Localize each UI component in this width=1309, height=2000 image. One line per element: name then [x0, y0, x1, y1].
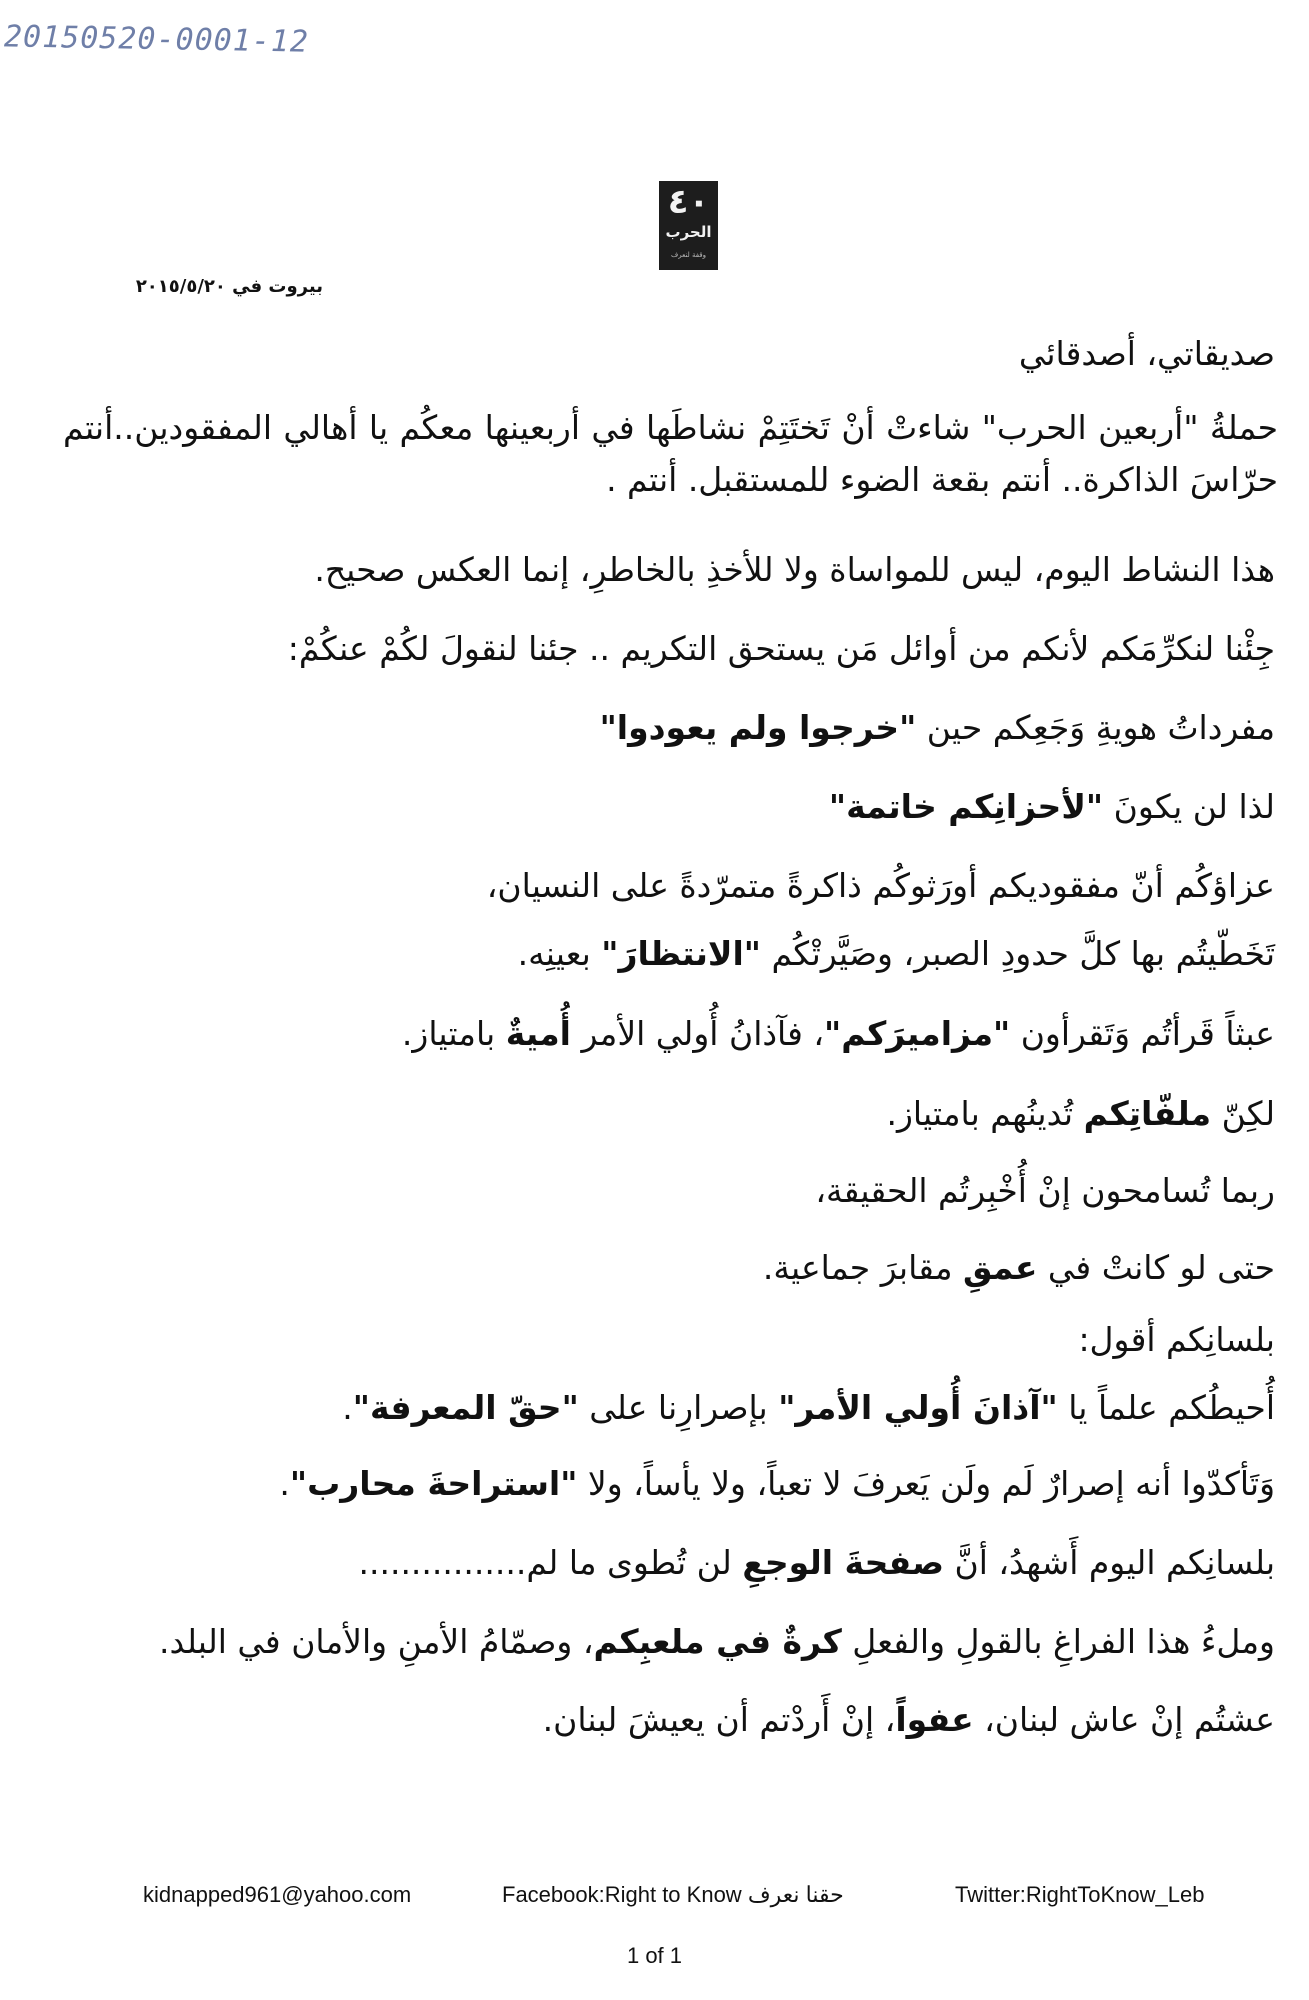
line-text: بعينِه.	[517, 934, 602, 973]
line-text: بلسانِكم اليوم أَشهدُ، أنَّ	[944, 1543, 1275, 1582]
footer-facebook-label: Facebook:Right to Know	[502, 1882, 742, 1907]
bold-phrase: "خرجوا ولم يعودوا"	[599, 708, 917, 747]
footer-email: kidnapped961@yahoo.com	[143, 1882, 412, 1907]
letter-line	[75, 1541, 1275, 1585]
letter-line	[75, 627, 1275, 671]
bold-phrase: أُميةٌ	[505, 1014, 571, 1053]
line-text: بإصرارِنا على	[578, 1388, 779, 1427]
bold-phrase: ملفّاتِكم	[1083, 1094, 1212, 1133]
line-text: لكِنّ	[1211, 1094, 1275, 1133]
line-text: بامتياز.	[401, 1014, 506, 1053]
bold-phrase: "استراحةَ محارب"	[289, 1464, 578, 1503]
bold-phrase: "حقّ المعرفة"	[352, 1388, 579, 1427]
letter-line	[75, 1169, 1275, 1213]
bold-phrase: "لأحزانِكم خاتمة"	[828, 787, 1104, 826]
bold-phrase: كرةٌ في ملعبِكم	[593, 1622, 842, 1661]
letter-line	[75, 1462, 1275, 1506]
line-text: حتى لو كانتْ في	[1037, 1248, 1275, 1287]
letter-line	[75, 1012, 1275, 1056]
line-text: .	[342, 1388, 353, 1427]
page-number: 1 of 1	[626, 1943, 683, 1968]
line-text: ، فآذانُ أُولي الأمر	[570, 1014, 825, 1053]
line-text: عبثاً قَرأتُم وَتَقرأون	[1010, 1014, 1275, 1053]
greeting: صديقاتي، أصدقائي	[1018, 334, 1275, 373]
logo-word: الحرب	[665, 223, 712, 241]
line-text: وملءُ هذا الفراغِ بالقولِ والفعلِ	[841, 1622, 1275, 1661]
line-text: لن تُطوى ما لم................	[358, 1543, 743, 1582]
letter-line	[75, 864, 1275, 908]
line-text: تَخَطّيتُم بها كلَّ حدودِ الصبر، وصَيَّرتْكُم	[760, 934, 1275, 973]
line-text: عشتُم إنْ عاش لبنان،	[973, 1700, 1275, 1739]
bold-phrase: صفحةَ الوجعِ	[742, 1543, 944, 1582]
footer-facebook	[502, 1882, 844, 1908]
bold-phrase: "آذانَ أُولي الأمر"	[778, 1388, 1058, 1427]
handwritten-reference: 20150520-0001-12	[3, 19, 310, 60]
footer-facebook-arabic: حقنا نعرف	[747, 1882, 844, 1907]
letter-line	[75, 548, 1275, 592]
campaign-logo	[659, 181, 718, 270]
line-text: مفرداتُ هويةِ وَجَعِكم حين	[916, 708, 1275, 747]
line-text: بلسانِكم أقول:	[1078, 1320, 1275, 1359]
bold-phrase: عفواً	[895, 1700, 974, 1739]
bold-phrase: "الانتظارَ"	[601, 934, 761, 973]
letter-line	[75, 1620, 1275, 1664]
line-text: هذا النشاط اليوم، ليس للمواساة ولا للأخذِ بالخاطرِ، إنما العكس صحيح.	[314, 550, 1275, 589]
footer-twitter: Twitter:RightToKnow_Leb	[955, 1882, 1205, 1907]
letter-line	[75, 1092, 1275, 1136]
line-text: مقابرَ جماعية.	[762, 1248, 964, 1287]
bold-phrase: "مزاميرَكم"	[824, 1014, 1011, 1053]
logo-tagline: وقفة لنعرف	[671, 251, 706, 259]
line-text: .	[279, 1464, 290, 1503]
bold-phrase: عمقِ	[963, 1248, 1038, 1287]
letter-line	[75, 785, 1275, 829]
letter-date: بيروت في ٢٠١٥/٥/٢٠	[135, 276, 323, 297]
line-text: لذا لن يكونَ	[1103, 787, 1275, 826]
line-text: ، إنْ أَردْتم أن يعيشَ لبنان.	[542, 1700, 896, 1739]
logo-number: ٤٠	[667, 182, 710, 222]
line-text: وَتَأكدّوا أنه إصرارٌ لَم ولَن يَعرفَ لا تعباً، ولا يأساً، ولا	[577, 1464, 1275, 1503]
letter-line	[75, 1698, 1275, 1742]
line-text: جِئْنا لنكرِّمَكم لأنكم من أوائل مَن يستحق التكريم .. جئنا لنقولَ لكُمْ عنكُمْ:	[287, 629, 1275, 668]
letter-line	[75, 706, 1275, 750]
line-text: ربما تُسامحون إنْ أُخْبِرتُم الحقيقة،	[815, 1171, 1275, 1210]
line-text: عزاؤكُم أنّ مفقوديكم أورَثوكُم ذاكرةً متمرّدةً على النسيان،	[486, 866, 1275, 905]
letter-line	[75, 1246, 1275, 1290]
letter-line	[75, 932, 1275, 976]
line-text: أُحيطُكم علماً يا	[1057, 1388, 1275, 1427]
letter-line	[75, 1318, 1275, 1362]
line-text: ، وصمّامُ الأمنِ والأمان في البلد.	[159, 1622, 594, 1661]
letter-line	[75, 1386, 1275, 1430]
line-text: تُدينُهم بامتياز.	[886, 1094, 1084, 1133]
intro-paragraph: حملةُ "أربعين الحرب" شاءتْ أنْ تَختَتِمْ نشاطَها في أربعينها معكُم يا أهالي المفقودين..أنتم حرّاسَ الذاكرة.. أنتم بقعة الضوء للمستقبل. أنتم .	[63, 408, 1278, 499]
